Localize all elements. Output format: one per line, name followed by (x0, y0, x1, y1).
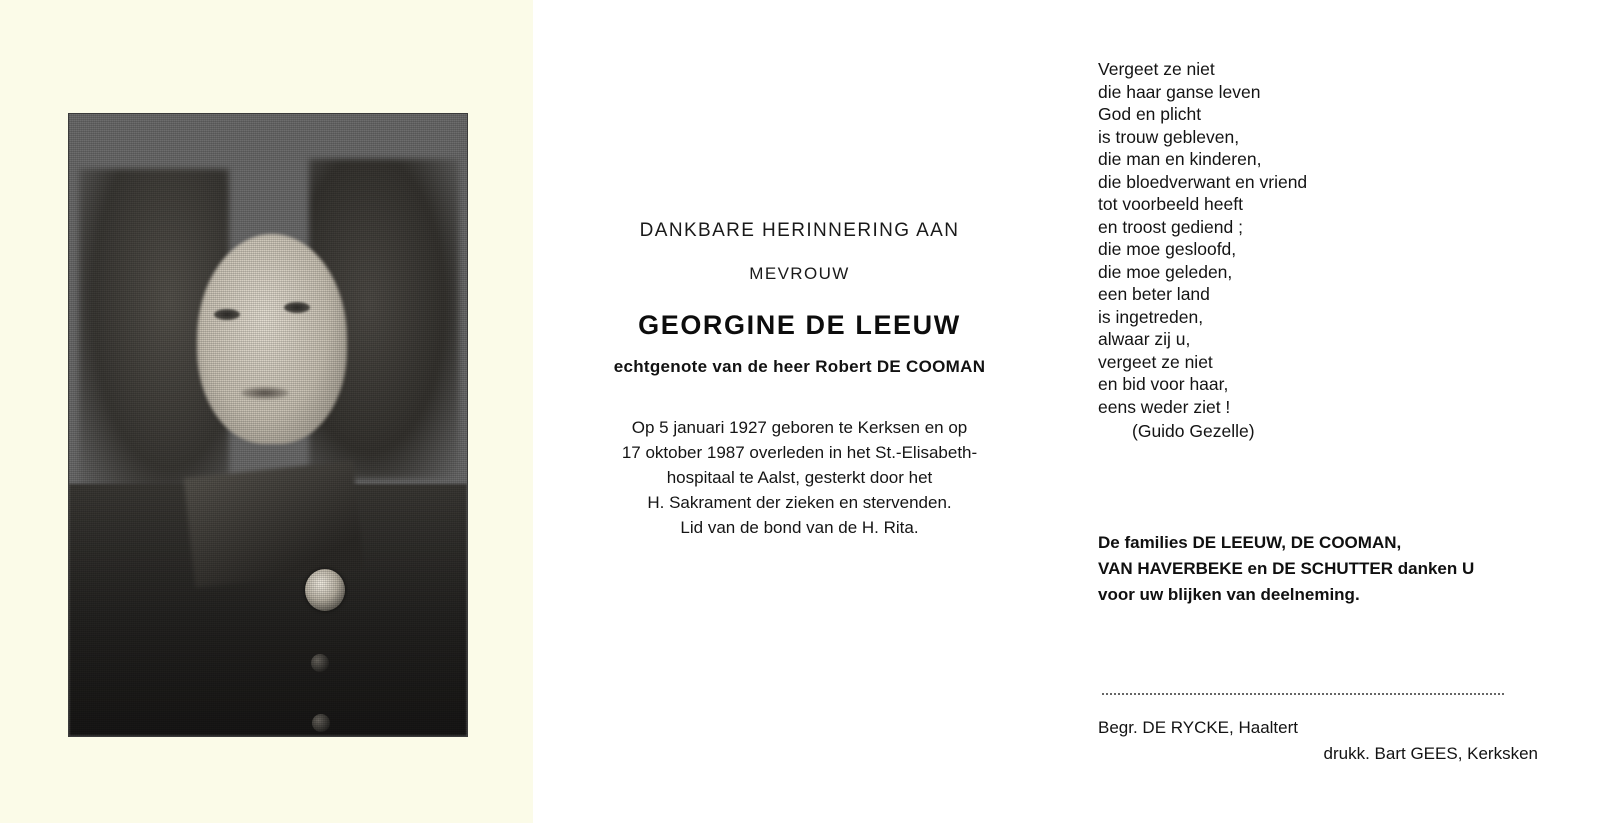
poem-line: alwaar zij u, (1098, 329, 1191, 349)
poem-line: en bid voor haar, (1098, 374, 1229, 394)
biography-line: Lid van de bond van de H. Rita. (680, 518, 919, 537)
biography-line: H. Sakrament der zieken en stervenden. (647, 493, 952, 512)
biography-block (563, 415, 1036, 540)
poem-attribution: (Guido Gezelle) (1132, 421, 1255, 441)
dedication-salutation: MEVROUW (749, 264, 850, 283)
families-thanks-block (1098, 530, 1474, 608)
photo-panel (0, 0, 533, 823)
poem-line: eens weder ziet ! (1098, 396, 1231, 417)
dedication-heading: DANKBARE HERINNERING AAN (639, 220, 960, 241)
poem-line: vergeet ze niet (1098, 351, 1213, 372)
families-line: voor uw blijken van deelneming. (1098, 585, 1360, 604)
printer-credits-block (1098, 715, 1568, 767)
dedication-block (563, 220, 1036, 540)
poem-line: die moe gesloofd, (1098, 239, 1237, 259)
poem-line: die haar ganse leven (1098, 81, 1261, 102)
poem-line: is trouw gebleven, (1098, 126, 1240, 147)
poem-line: is ingetreden, (1098, 306, 1204, 327)
deceased-name: GEORGINE DE LEEUW (638, 310, 961, 340)
families-line: VAN HAVERBEKE en DE SCHUTTER danken U (1098, 559, 1475, 578)
portrait-photo (68, 113, 468, 737)
poem-line: die bloedverwant en vriend (1098, 171, 1308, 192)
poem-line: God en plicht (1098, 104, 1202, 124)
printer-line: drukk. Bart GEES, Kerksken (1323, 744, 1538, 763)
biography-line: hospitaal te Aalst, gesterkt door het (666, 468, 933, 487)
dedication-panel (533, 0, 1066, 823)
biography-line: 17 oktober 1987 overleden in het St.-Elisabeth- (621, 443, 978, 462)
poem-line: die moe geleden, (1098, 261, 1233, 282)
poem-line: tot voorbeeld heeft (1098, 194, 1243, 214)
halftone-grain-overlay (69, 114, 467, 736)
funeral-director-line: Begr. DE RYCKE, Haaltert (1098, 718, 1298, 737)
biography-line: Op 5 januari 1927 geboren te Kerksen en op (631, 418, 968, 437)
poem-line: Vergeet ze niet (1098, 59, 1215, 79)
poem-panel (1066, 0, 1600, 823)
poem-line: die man en kinderen, (1098, 149, 1262, 169)
divider (1102, 693, 1504, 695)
poem-block (1098, 58, 1307, 443)
poem-line: en troost gediend ; (1098, 216, 1243, 237)
poem-line: een beter land (1098, 284, 1210, 304)
families-line: De families DE LEEUW, DE COOMAN, (1098, 533, 1402, 552)
spouse-line: echtgenote van de heer Robert DE COOMAN (613, 357, 986, 376)
